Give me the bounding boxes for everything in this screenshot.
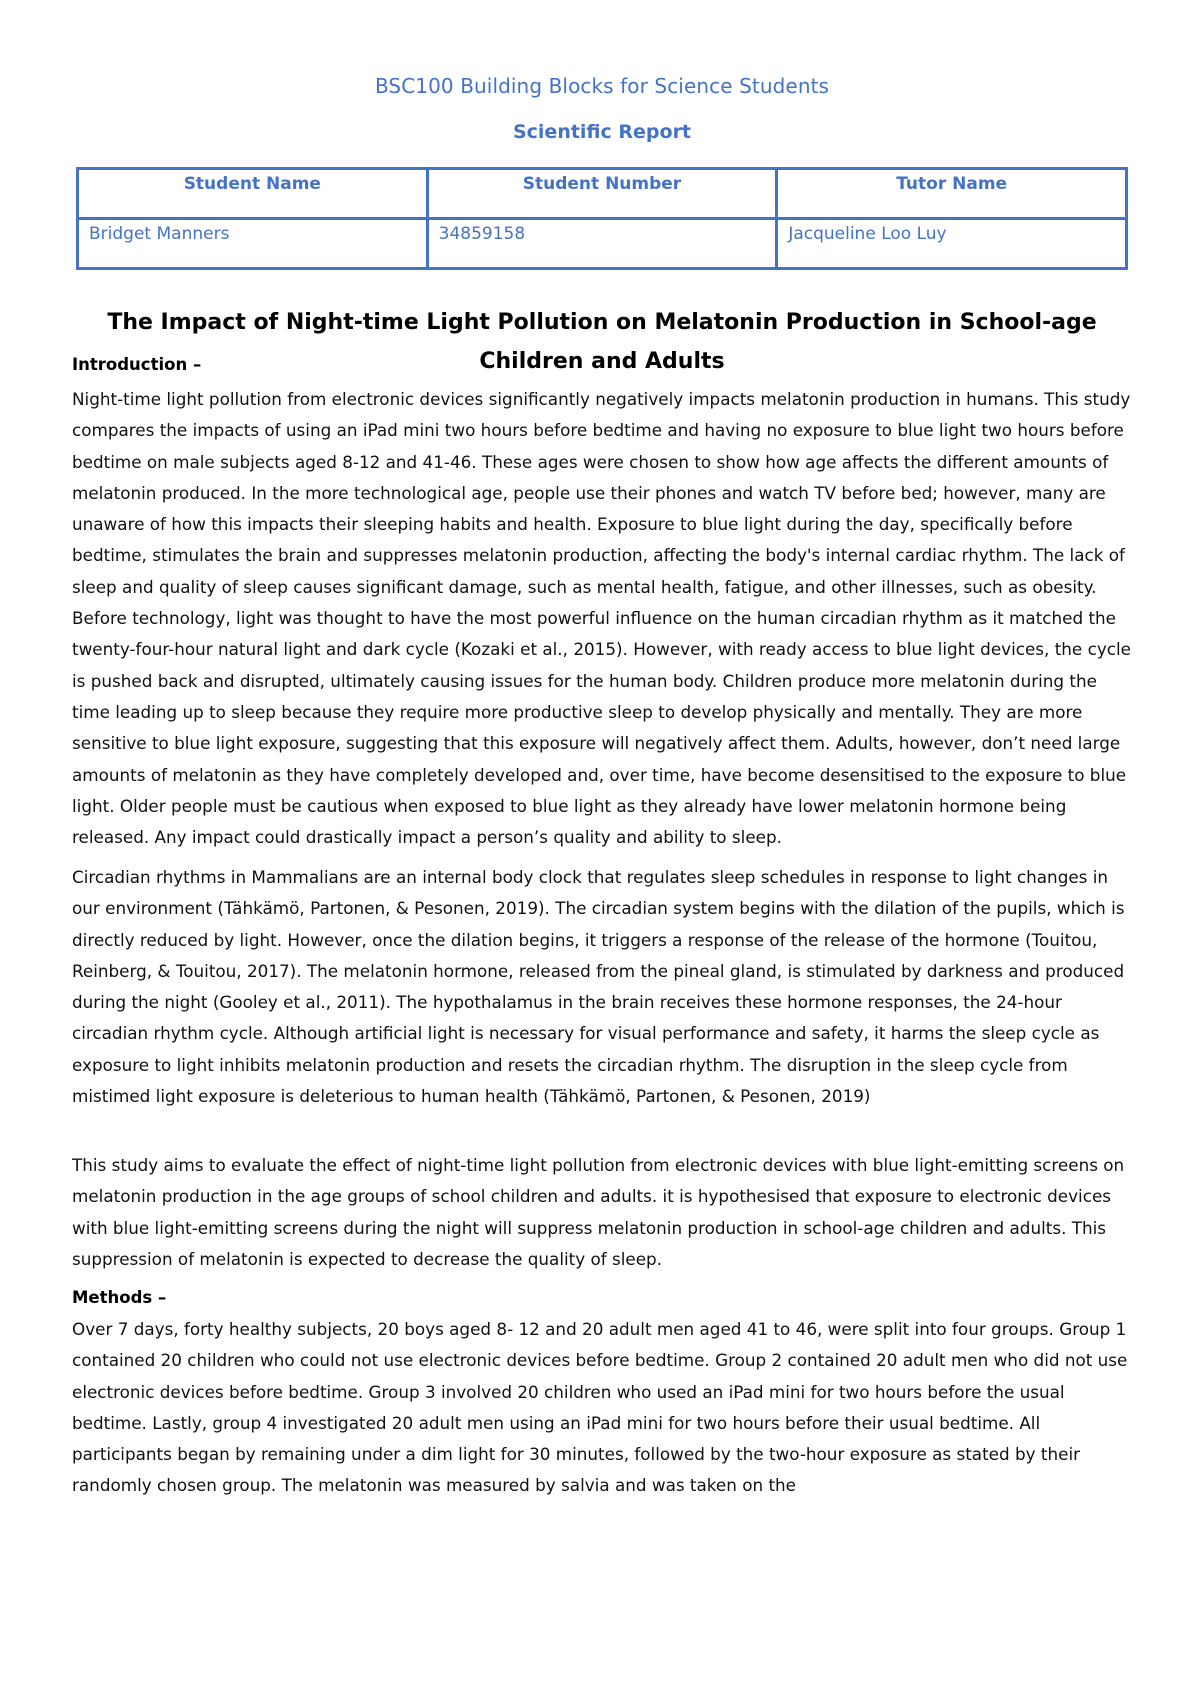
header-student-number: Student Number bbox=[427, 169, 777, 219]
methods-heading: Methods – bbox=[72, 1288, 167, 1307]
course-title: BSC100 Building Blocks for Science Students bbox=[374, 74, 830, 98]
methods-paragraph-1: Over 7 days, forty healthy subjects, 20 boys aged 8- 12 and 20 adult men aged 41 to 46, were split into four groups. Group 1 contained 20 children who could not use electronic devices before bedtime. Group 2 contained 20 adult men who did not use electronic devices before bedtime. Group 3 involved 20 children who used an iPad mini for two hours before the usual bedtime. Lastly, group 4 investigated 20 adult men using an iPad mini for two hours before their usual bedtime. All participants began by remaining under a dim light for 30 minutes, followed by the two-hour exposure as stated by their randomly chosen group. The melatonin was measured by salvia and was taken on the bbox=[72, 1319, 1128, 1496]
cell-student-number: 34859158 bbox=[427, 219, 777, 269]
report-type-title: Scientific Report bbox=[512, 121, 692, 143]
report-title: The Impact of Night-time Light Pollution on Melatonin Production in School-age Children and Adults bbox=[107, 310, 1097, 374]
introduction-paragraph-2: Circadian rhythms in Mammalians are an internal body clock that regulates sleep schedules in response to light changes in our environment (Tähkämö, Partonen, & Pesonen, 2019). The circadian system begins with the dilation of the pupils, which is directly reduced by light. However, once the dilation begins, it triggers a response of the release of the hormone (Touitou, Reinberg, & Touitou, 2017). The melatonin hormone, released from the pineal gland, is stimulated by darkness and produced during the night (Gooley et al., 2011). The hypothalamus in the brain receives these hormone responses, the 24-hour circadian rhythm cycle. Although artificial light is necessary for visual performance and safety, it harms the sleep cycle as exposure to light inhibits melatonin production and resets the circadian rhythm. The disruption in the sleep cycle from mistimed light exposure is deleterious to human health (Tähkämö, Partonen, & Pesonen, 2019) bbox=[72, 867, 1125, 1107]
header-student-name: Student Name bbox=[78, 169, 428, 219]
introduction-heading: Introduction – bbox=[72, 355, 202, 374]
student-info-table bbox=[76, 167, 1128, 270]
table-header-row bbox=[78, 169, 1127, 219]
cell-tutor-name: Jacqueline Loo Luy bbox=[777, 219, 1127, 269]
introduction-paragraph-1: Night-time light pollution from electronic devices significantly negatively impacts melatonin production in humans. This study compares the impacts of using an iPad mini two hours before bedtime and having no exposure to blue light two hours before bedtime on male subjects aged 8-12 and 41-46. These ages were chosen to show how age affects the different amounts of melatonin produced. In the more technological age, people use their phones and watch TV before bed; however, many are unaware of how this impacts their sleeping habits and health. Exposure to blue light during the day, specifically before bedtime, stimulates the brain and suppresses melatonin production, affecting the body's internal cardiac rhythm. The lack of sleep and quality of sleep causes significant damage, such as mental health, fatigue, and other illnesses, such as obesity. Before technology, light was thought to have the most powerful influence on the human circadian rhythm as it matched the twenty-four-hour natural light and dark cycle (Kozaki et al., 2015). However, with ready access to blue light devices, the cycle is pushed back and disrupted, ultimately causing issues for the human body. Children produce more melatonin during the time leading up to sleep because they require more productive sleep to develop physically and mentally. They are more sensitive to blue light exposure, suggesting that this exposure will negatively affect them. Adults, however, don’t need large amounts of melatonin as they have completely developed and, over time, have become desensitised to the exposure to blue light. Older people must be cautious when exposed to blue light as they already have lower melatonin hormone being released. Any impact could drastically impact a person’s quality and ability to sleep. bbox=[72, 389, 1131, 848]
table-row bbox=[78, 219, 1127, 269]
header-tutor-name: Tutor Name bbox=[777, 169, 1127, 219]
cell-student-name: Bridget Manners bbox=[78, 219, 428, 269]
introduction-paragraph-3: This study aims to evaluate the effect of night-time light pollution from electronic devices with blue light-emitting screens on melatonin production in the age groups of school children and adults. it is hypothesised that exposure to electronic devices with blue light-emitting screens during the night will suppress melatonin production in school-age children and adults. This suppression of melatonin is expected to decrease the quality of sleep. bbox=[72, 1155, 1125, 1269]
